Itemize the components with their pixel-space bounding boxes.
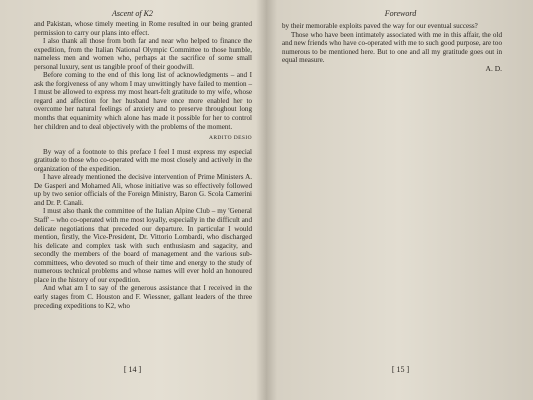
page-number-right: [ 15 ] xyxy=(391,365,410,374)
paragraph: I have already mentioned the decisive intervention of Prime Ministers A. De Gasperi and Mohamed Ali, whose initiative was so effectively followed up by two senior officials of the Foreign Ministry, Baron G. Scola Camerini and Dr. P. Canali. xyxy=(34,173,252,207)
paragraph: By way of a footnote to this preface I feel I must express my especial gratitude to those who co-operated with me most closely and actively in the organization of the expedition. xyxy=(34,147,252,173)
right-page-body xyxy=(282,22,502,73)
paragraph: Those who have been intimately associated with me in this affair, the old and new friends who have co-operated with me to such good purpose, are too numerous to be mentioned here. But to one and all my gratitude goes out in equal measure. xyxy=(282,30,502,65)
paragraph: I also thank all those from both far and near who helped to finance the expedition, from the Italian National Olympic Committee to those humble, nameless men and women who, perhaps at the sacrifice of some small personal luxury, sent us tangible proof of their goodwill. xyxy=(34,37,252,71)
author-signature: ARDITO DESIO xyxy=(208,135,252,142)
paragraph: And what am I to say of the generous assistance that I received in the early stages from C. Houston and F. Wiessner, gallant leaders of the three preceding expeditions to K2, who xyxy=(34,284,252,310)
author-initials: A. D. xyxy=(485,63,502,73)
page-number-left: [ 14 ] xyxy=(123,365,142,374)
left-page-body xyxy=(34,20,252,310)
paragraph: I must also thank the committee of the Italian Alpine Club – my 'General Staff' – who co-operated with me most loyally, especially in the difficult and delicate negotiations that preceded our departure. In particular I would mention, firstly, the Vice-President, Dr. Vittorio Lombardi, who discharged his delicate and complex task with such enthusiasm and sagacity, and secondly the members of the board of management and the various sub-committees, who devoted so much of their time and energy to the study of numerous technical problems and whose names will ever hold an honoured place in the history of our expedition. xyxy=(34,207,252,284)
paragraph: Before coming to the end of this long list of acknowledgments – and I ask the forgiveness of any whom I may unwittingly have failed to mention – I must be allowed to express my most heart-felt gratitude to my wife, whose regard and affection for her husband have once more enabled her to overcome her natural feelings of anxiety and to preserve throughout long months that equanimity which alone has made it possible for her to control her children and to deal objectively with the problems of the moment. xyxy=(34,71,252,131)
paragraph: and Pakistan, whose timely meeting in Rome resulted in our being granted permission to carry our plans into effect. xyxy=(34,20,252,37)
running-head-left: Ascent of K2 xyxy=(112,9,153,18)
left-page xyxy=(0,0,265,400)
running-head-right: Foreword xyxy=(384,9,417,18)
paragraph: by their memorable exploits paved the way for our eventual success? xyxy=(282,22,478,30)
right-page xyxy=(268,0,533,400)
